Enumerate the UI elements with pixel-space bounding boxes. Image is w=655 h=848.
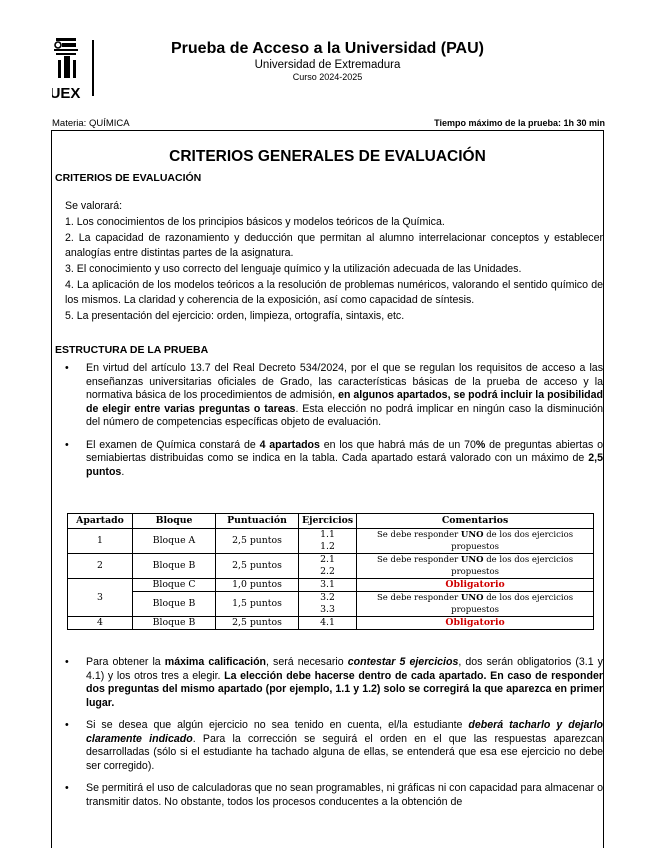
max-time-label: Tiempo máximo de la prueba: 1h 30 min <box>434 118 605 128</box>
criterio-item: 4. La aplicación de los modelos teóricos a la resolución de problemas numéricos, valorando el sentido químico de los mismos. La claridad y coherencia de la exposición, así como capacidad de síntesis. <box>65 279 603 306</box>
cell-ejercicios: 1.1 1.2 <box>299 529 357 554</box>
criterio-item: 2. La capacidad de razonamiento y deducción que permitan al alumno interrelacionar conceptos y establecer analogías entre distintas partes de la asignatura. <box>65 232 603 259</box>
criterios-intro: Se valorará: <box>65 200 123 212</box>
table-row <box>68 617 594 630</box>
estructura-heading: ESTRUCTURA DE LA PRUEBA <box>55 344 209 356</box>
cell-ejercicios: 4.1 <box>299 617 357 630</box>
cell-apartado: 1 <box>68 529 133 554</box>
structure-table <box>67 513 594 630</box>
list-item: • Se permitirá el uso de calculadoras que no sean programables, ni gráficas ni con capacidad para almacenar o transmitir datos. No obstante, todos los procesos conducentes a la obtención de <box>65 782 603 808</box>
cell-ejercicios: 3.2 3.3 <box>299 592 357 617</box>
table-row <box>68 592 594 617</box>
cell-comentario-obligatorio: Obligatorio <box>357 579 594 592</box>
cell-comentario: Se debe responder UNO de los dos ejercicios propuestos <box>357 529 594 554</box>
rules-list <box>62 656 603 818</box>
university-name: Universidad de Extremadura <box>254 59 401 71</box>
table-row <box>68 554 594 579</box>
col-bloque: Bloque <box>133 514 216 529</box>
cell-ejercicios: 2.1 2.2 <box>299 554 357 579</box>
list-item: • Si se desea que algún ejercicio no sea tenido en cuenta, el/la estudiante deberá tacharlo y dejarlo claramente indicado. Para la corrección se seguirá el orden en el que las respuestas aparezcan desarrolladas (sólo si el estudiante ha tachado alguna de ellas, se entenderá que esa ese ejercicio no debe ser corregido). <box>65 719 603 772</box>
col-ejercicios: Ejercicios <box>299 514 357 529</box>
page-title: CRITERIOS GENERALES DE EVALUACIÓN <box>169 148 486 165</box>
cell-comentario: Se debe responder UNO de los dos ejercicios propuestos <box>357 592 594 617</box>
cell-bloque: Bloque A <box>133 529 216 554</box>
cell-puntuacion: 2,5 puntos <box>216 529 299 554</box>
list-item: • En virtud del artículo 13.7 del Real Decreto 534/2024, por el que se regulan los requisitos de acceso a las enseñanzas universitarias oficiales de Grado, las características básicas de la prueba de acceso y la normativa básica de los procedimientos de admisión, en algunos apartados, se podrá incluir la posibilidad de elegir entre varias preguntas o tareas. Esta elección no podrá implicar en ningún caso la disminución del número de competencias específicas objeto de evaluación. <box>65 362 603 428</box>
cell-comentario-obligatorio: Obligatorio <box>357 617 594 630</box>
col-comentarios: Comentarios <box>357 514 594 529</box>
cell-puntuacion: 2,5 puntos <box>216 554 299 579</box>
col-apartado: Apartado <box>68 514 133 529</box>
table-row <box>68 529 594 554</box>
cell-puntuacion: 1,0 puntos <box>216 579 299 592</box>
cell-apartado: 2 <box>68 554 133 579</box>
col-puntuacion: Puntuación <box>216 514 299 529</box>
table-row <box>68 579 594 592</box>
cell-apartado: 4 <box>68 617 133 630</box>
subject-label: Materia: QUÍMICA <box>52 118 130 129</box>
cell-ejercicios: 3.1 <box>299 579 357 592</box>
course-year: Curso 2024-2025 <box>292 72 363 82</box>
cell-comentario: Se debe responder UNO de los dos ejercicios propuestos <box>357 554 594 579</box>
criterios-list <box>65 199 603 325</box>
cell-bloque: Bloque C <box>133 579 216 592</box>
criterio-item: 1. Los conocimientos de los principios básicos y modelos teóricos de la Química. <box>65 216 445 228</box>
criterio-item: 3. El conocimiento y uso correcto del lenguaje químico y la utilización adecuada de las Unidades. <box>65 263 522 275</box>
criterios-heading: CRITERIOS DE EVALUACIÓN <box>55 172 202 184</box>
cell-puntuacion: 1,5 puntos <box>216 592 299 617</box>
estructura-list <box>62 362 603 488</box>
cell-puntuacion: 2,5 puntos <box>216 617 299 630</box>
cell-bloque: Bloque B <box>133 592 216 617</box>
list-item: • El examen de Química constará de 4 apartados en los que habrá más de un 70% de preguntas abiertas o semiabiertas distribuidas como se indica en la tabla. Cada apartado estará valorado con un máximo de 2,5 puntos. <box>65 438 603 478</box>
cell-apartado: 3 <box>68 579 133 617</box>
list-item: • Para obtener la máxima calificación, será necesario contestar 5 ejercicios, dos serán obligatorios (3.1 y 4.1) y los otros tres a elegir. La elección debe hacerse dentro de cada apartado. En caso de responder dos preguntas del mismo apartado (por ejemplo, 1.1 y 1.2) solo se corregirá la que aparezca en primer lugar. <box>65 656 603 709</box>
criterio-item: 5. La presentación del ejercicio: orden, limpieza, ortografía, sintaxis, etc. <box>65 310 405 322</box>
cell-bloque: Bloque B <box>133 554 216 579</box>
table-header-row <box>68 514 594 529</box>
cell-bloque: Bloque B <box>133 617 216 630</box>
logo-text: UEX <box>52 85 81 100</box>
exam-title: Prueba de Acceso a la Universidad (PAU) <box>171 40 484 57</box>
